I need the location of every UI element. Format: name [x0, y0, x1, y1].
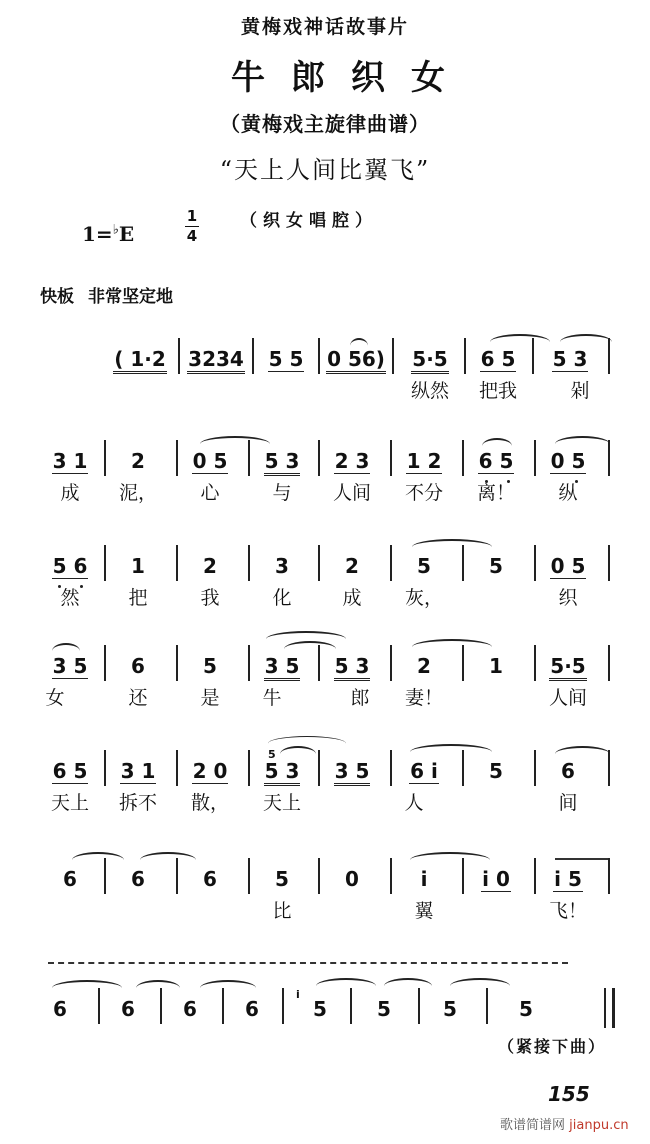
measure: ( 1·2 — [100, 344, 180, 380]
measure: 0 56) — [322, 344, 390, 380]
measure: 6 5 — [480, 347, 516, 371]
watermark-url: jianpu.cn — [569, 1118, 629, 1133]
score-row-3: 5 6 1 2 3 2 5 5 0 5 然 把 我 化 成 灰， 织 — [0, 515, 650, 611]
score-row-2: 3 1 2 0 5 5 3 2 3 1 2 6 5 0 5 成 泥， 心 与 人间 不分 离！ 纵 — [0, 410, 650, 506]
watermark — [500, 1114, 629, 1133]
lyric: 人 — [404, 792, 424, 814]
tempo-label: 快板 — [40, 287, 74, 307]
lyric: 化 — [272, 587, 292, 609]
lyric: 把我 — [478, 380, 517, 402]
page-number: 155 — [548, 1082, 590, 1106]
lyric: 然 — [60, 587, 80, 609]
lyric: 拆不 — [118, 792, 157, 814]
time-denominator: 4 — [186, 227, 198, 245]
role-label: （织女唱腔） — [240, 211, 378, 231]
key-note: E — [118, 222, 135, 246]
lyric: 散， — [190, 792, 229, 814]
lyric: 我 — [200, 587, 220, 609]
lyric: 织 — [558, 587, 578, 609]
lyric: 离！ — [476, 482, 515, 504]
score-row-5: 6 5 3 1 2 0 5 5 3 3 5 6 i 5 6 天上 拆不 散， 天上 人 间 — [0, 720, 650, 816]
lyric: 纵 — [558, 482, 578, 504]
film-subtitle: 黄梅戏神话故事片 — [240, 16, 409, 38]
lyric: 成 — [60, 482, 80, 504]
lyric: 还 — [128, 687, 148, 709]
lyric: 飞！ — [548, 900, 587, 922]
lyric: 是 — [200, 687, 220, 709]
lyric: 纵然 — [410, 380, 449, 402]
grace-note: 5 — [268, 748, 276, 761]
lyric: 间 — [558, 792, 578, 814]
measure: 5 3 — [552, 347, 588, 371]
score-row-7: 6 6 6 6 i 5 5 5 5 （紧接下曲） — [0, 940, 650, 1036]
lyric: 翼 — [414, 900, 434, 922]
time-numerator: 1 — [186, 207, 198, 225]
lyric: 灰， — [404, 587, 443, 609]
lyric: 不分 — [404, 482, 443, 504]
lyric: 天上 — [262, 792, 301, 814]
lyric: 牛 — [262, 687, 282, 709]
grace-note: i — [296, 988, 300, 1001]
key-signature — [82, 222, 134, 246]
score-row-4: 3 5 6 5 3 5 5 3 2 1 5·5 女 还 是 牛 郎 妻！ 人间 — [0, 615, 650, 711]
collection-label: （黄梅戏主旋律曲谱） — [220, 112, 430, 136]
lyric: 成 — [342, 587, 362, 609]
lyric: 比 — [272, 900, 292, 922]
lyric: 把 — [128, 587, 148, 609]
flat-sign: ♭ — [112, 222, 119, 238]
expression-label: 非常坚定地 — [88, 287, 173, 307]
lyric: 女 — [45, 687, 65, 709]
lyric: 人间 — [332, 482, 371, 504]
lyric: 心 — [200, 482, 220, 504]
measure: 5·5 — [398, 344, 462, 380]
song-title: “天上人间比翼飞” — [219, 156, 431, 184]
lyric: 天上 — [50, 792, 89, 814]
measure: 3234 — [182, 344, 250, 380]
measure: 5 5 — [268, 347, 304, 371]
watermark-cn: 歌谱简谱网 — [500, 1118, 566, 1133]
lyric: 人间 — [548, 687, 587, 709]
lyric: 妻！ — [404, 687, 443, 709]
lyric: 郎 — [350, 687, 370, 709]
continue-note: （紧接下曲） — [498, 1037, 607, 1056]
tempo-marking — [40, 282, 173, 307]
lyric: 与 — [272, 482, 292, 504]
score-row-6: 6 6 6 5 0 i i 0 i 5 比 翼 飞！ — [0, 828, 650, 924]
page-title: 牛郎织女 — [231, 58, 471, 98]
score-row-1 — [0, 308, 650, 404]
time-signature — [183, 208, 201, 245]
lyric: 泥， — [118, 482, 157, 504]
key-prefix: 1= — [82, 222, 113, 246]
lyric: 剁 — [570, 380, 590, 402]
